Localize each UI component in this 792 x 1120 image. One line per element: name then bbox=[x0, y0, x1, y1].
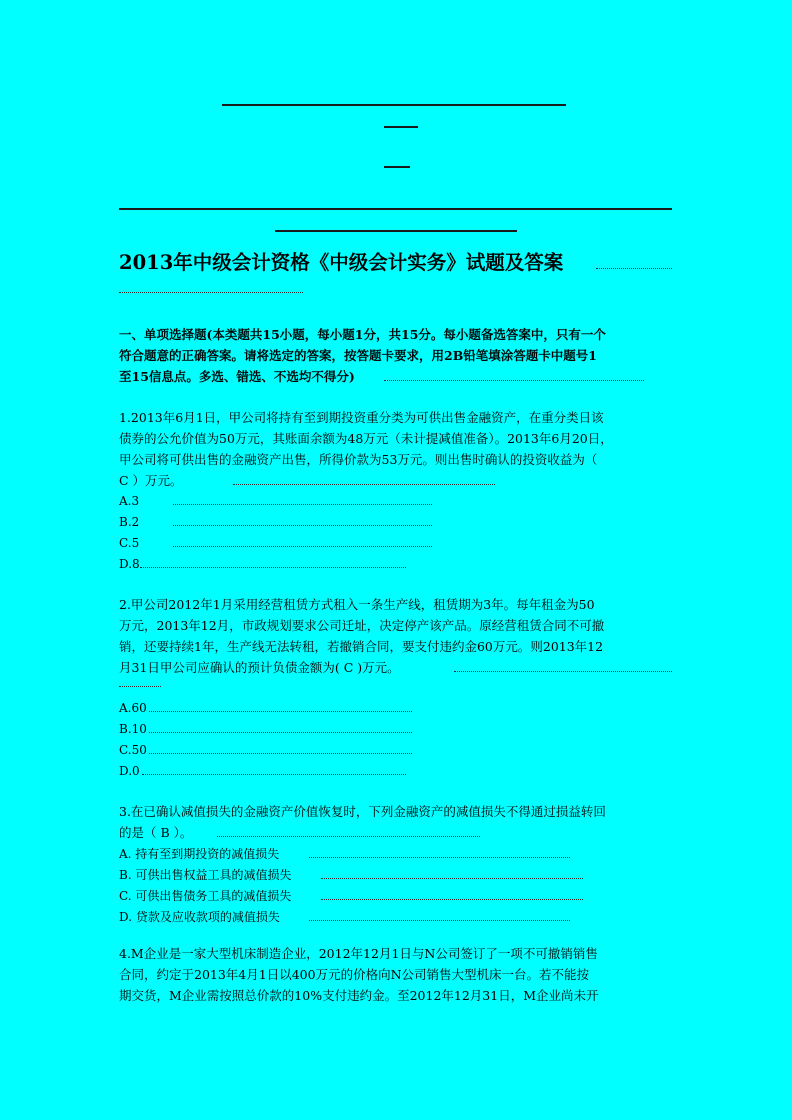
q2-option-a: A.60 bbox=[119, 701, 147, 715]
q3-leader bbox=[217, 836, 480, 837]
q2-leader-2 bbox=[119, 686, 161, 687]
q3-option-b-leader bbox=[321, 878, 583, 879]
q1-option-d-leader bbox=[140, 567, 406, 568]
q1-line-3: 甲公司将可供出售的金融资产出售，所得价款为53万元。则出售时确认的投资收益为（ bbox=[119, 452, 598, 467]
q2-option-d: D.0 bbox=[119, 764, 140, 778]
q3-option-c: C. 可供出售债务工具的减值损失 bbox=[119, 889, 292, 903]
q1-option-a: A.3 bbox=[119, 494, 140, 508]
q4-line-3: 期交货，M企业需按照总价款的10%支付违约金。至2012年12月31日，M企业尚未开 bbox=[119, 988, 599, 1003]
q2-option-a-leader bbox=[149, 711, 412, 712]
q3-option-a: A. 持有至到期投资的减值损失 bbox=[119, 847, 280, 861]
q1-option-b: B.2 bbox=[119, 515, 140, 529]
header-rule-4 bbox=[119, 208, 672, 210]
section-heading-line-1: 一、单项选择题(本类题共15小题，每小题1分，共15分。每小题备选答案中，只有一个 bbox=[119, 327, 606, 342]
q2-option-c: C.50 bbox=[119, 743, 147, 757]
q3-option-d: D. 贷款及应收款项的减值损失 bbox=[119, 910, 280, 924]
q3-option-c-leader bbox=[321, 899, 583, 900]
q1-option-a-leader bbox=[173, 504, 432, 505]
title-leader bbox=[596, 268, 672, 269]
q2-option-b-leader bbox=[149, 732, 412, 733]
section-heading-line-2: 符合题意的正确答案。请将选定的答案，按答题卡要求，用2B铅笔填涂答题卡中题号1 bbox=[119, 348, 597, 363]
q1-option-d: D.8 bbox=[119, 557, 140, 571]
q1-line-4: C ）万元。 bbox=[119, 473, 183, 488]
section-leader bbox=[384, 380, 644, 381]
q1-line-1: 1.2013年6月1日，甲公司将持有至到期投资重分类为可供出售金融资产，在重分类日该 bbox=[119, 410, 604, 425]
q2-line-1: 2.甲公司2012年1月采用经营租赁方式租入一条生产线，租赁期为3年。每年租金为50 bbox=[119, 597, 595, 612]
q1-line-2: 债券的公允价值为50万元，其账面余额为48万元（未计提减值准备）。2013年6月20日， bbox=[119, 431, 613, 446]
header-rule-3 bbox=[384, 166, 410, 168]
page-title: 2013年中级会计资格《中级会计实务》试题及答案 bbox=[119, 251, 564, 274]
q2-line-2: 万元，2013年12月，市政规划要求公司迁址，决定停产该产品。原经营租赁合同不可撤 bbox=[119, 618, 605, 633]
q2-option-c-leader bbox=[149, 753, 412, 754]
header-rule-1 bbox=[222, 104, 566, 106]
title-leader-2 bbox=[119, 292, 303, 293]
q4-line-1: 4.M企业是一家大型机床制造企业，2012年12月1日与N公司签订了一项不可撤销销售 bbox=[119, 946, 598, 961]
q1-option-c: C.5 bbox=[119, 536, 140, 550]
q2-option-b: B.10 bbox=[119, 722, 147, 736]
q3-option-a-leader bbox=[309, 857, 570, 858]
header-rule-5 bbox=[275, 230, 517, 232]
q3-option-b: B. 可供出售权益工具的减值损失 bbox=[119, 868, 292, 882]
q2-option-d-leader bbox=[142, 774, 406, 775]
q3-line-1: 3.在已确认减值损失的金融资产价值恢复时，下列金融资产的减值损失不得通过损益转回 bbox=[119, 804, 606, 819]
q2-line-3: 销，还要持续1年，生产线无法转租，若撤销合同，要支付违约金60万元。则2013年12 bbox=[119, 639, 604, 654]
header-rule-2 bbox=[384, 126, 418, 128]
q1-leader bbox=[233, 484, 495, 485]
q1-option-b-leader bbox=[173, 525, 432, 526]
q1-option-c-leader bbox=[173, 546, 432, 547]
q2-leader bbox=[454, 671, 672, 672]
q3-option-d-leader bbox=[309, 920, 570, 921]
q3-line-2: 的是（ B ）。 bbox=[119, 825, 193, 840]
section-heading-line-3: 至15信息点。多选、错选、不选均不得分) bbox=[119, 369, 355, 384]
q2-line-4: 月31日甲公司应确认的预计负债金额为( C )万元。 bbox=[119, 660, 400, 675]
q4-line-2: 合同，约定于2013年4月1日以400万元的价格向N公司销售大型机床一台。若不能按 bbox=[119, 967, 590, 982]
